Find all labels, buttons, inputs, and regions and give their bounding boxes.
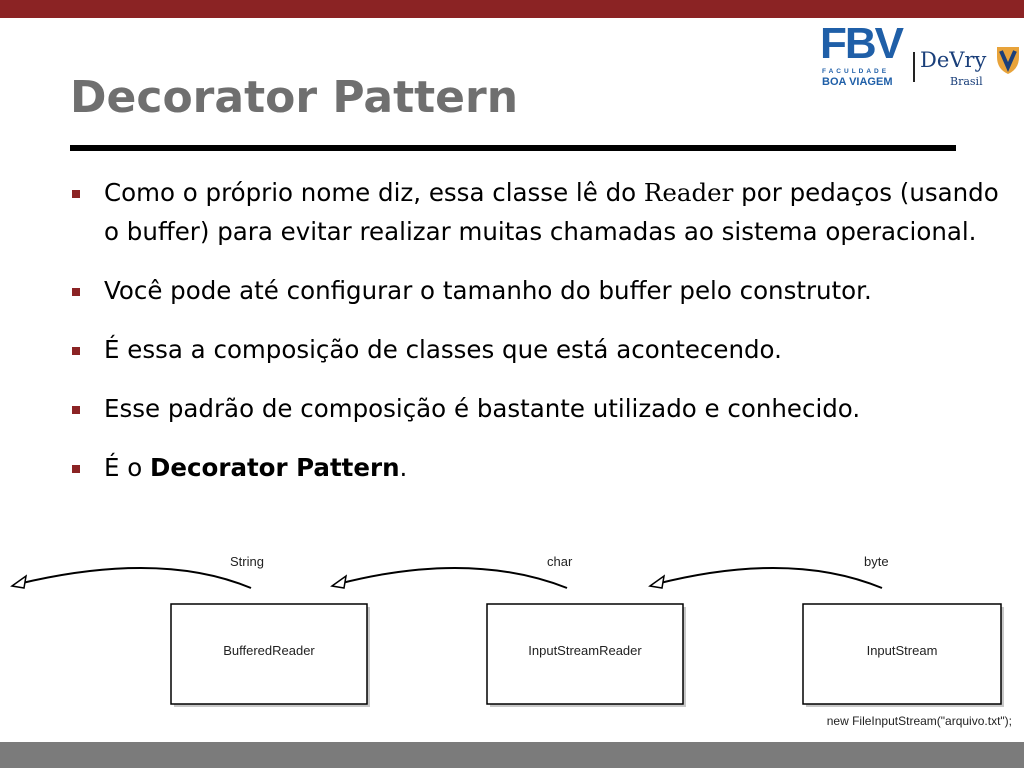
arrow-arc xyxy=(18,568,251,588)
bullet-marker xyxy=(72,288,80,296)
diagram-caption: new FileInputStream("arquivo.txt"); xyxy=(826,714,1012,728)
page-title: Decorator Pattern xyxy=(70,72,519,123)
bullet-item xyxy=(72,330,1012,369)
fbv-logo xyxy=(810,18,914,94)
arrow-arc xyxy=(656,568,882,588)
devry-logo: DeVry xyxy=(920,48,987,72)
bottom-bar xyxy=(0,742,1024,768)
arrow-label: byte xyxy=(864,554,889,569)
bullet-marker xyxy=(72,347,80,355)
logo-divider xyxy=(913,52,915,82)
arrow-head xyxy=(12,576,26,588)
class-box-label: BufferedReader xyxy=(223,643,315,658)
class-box-label: InputStream xyxy=(866,643,938,658)
top-bar xyxy=(0,0,1024,18)
fbv-logo-name: BOA VIAGEM xyxy=(822,76,893,88)
decorator-diagram xyxy=(0,540,1024,740)
bullet-item xyxy=(72,389,1012,428)
arrow-head xyxy=(650,576,664,588)
bullet-code: Reader xyxy=(643,178,734,207)
bullet-item xyxy=(72,448,1012,487)
bullet-marker xyxy=(72,406,80,414)
class-box-label: InputStreamReader xyxy=(528,643,642,658)
bullet-text: por pedaços (usando o buffer) para evitar realizar muitas chamadas ao sistema operacional. xyxy=(104,178,999,246)
bullet-bold: Decorator Pattern xyxy=(150,453,400,482)
bullet-text: É o xyxy=(104,453,151,482)
arrow-label: char xyxy=(547,554,573,569)
logo-area xyxy=(810,18,1024,96)
bullet-marker xyxy=(72,465,80,473)
devry-shield-icon xyxy=(995,45,1021,75)
bullet-text: Como o próprio nome diz, essa classe lê do xyxy=(104,178,644,207)
bullet-text: Você pode até configurar o tamanho do buffer pelo construtor. xyxy=(104,276,872,305)
bullet-text: . xyxy=(399,453,408,482)
arrow-label: String xyxy=(230,554,264,569)
arrow-head xyxy=(332,576,346,588)
fbv-logo-small-text: FACULDADE xyxy=(822,68,890,75)
bullet-item xyxy=(72,173,1012,251)
arrow-arc xyxy=(338,568,567,588)
fbv-logo-letters: FBV xyxy=(820,19,902,68)
bullet-list xyxy=(72,173,1012,507)
bullet-marker xyxy=(72,190,80,198)
bullet-item xyxy=(72,271,1012,310)
title-rule xyxy=(70,145,956,151)
bullet-text: É essa a composição de classes que está acontecendo. xyxy=(104,335,782,364)
devry-logo-sub: Brasil xyxy=(950,75,983,88)
bullet-text: Esse padrão de composição é bastante utilizado e conhecido. xyxy=(104,394,861,423)
